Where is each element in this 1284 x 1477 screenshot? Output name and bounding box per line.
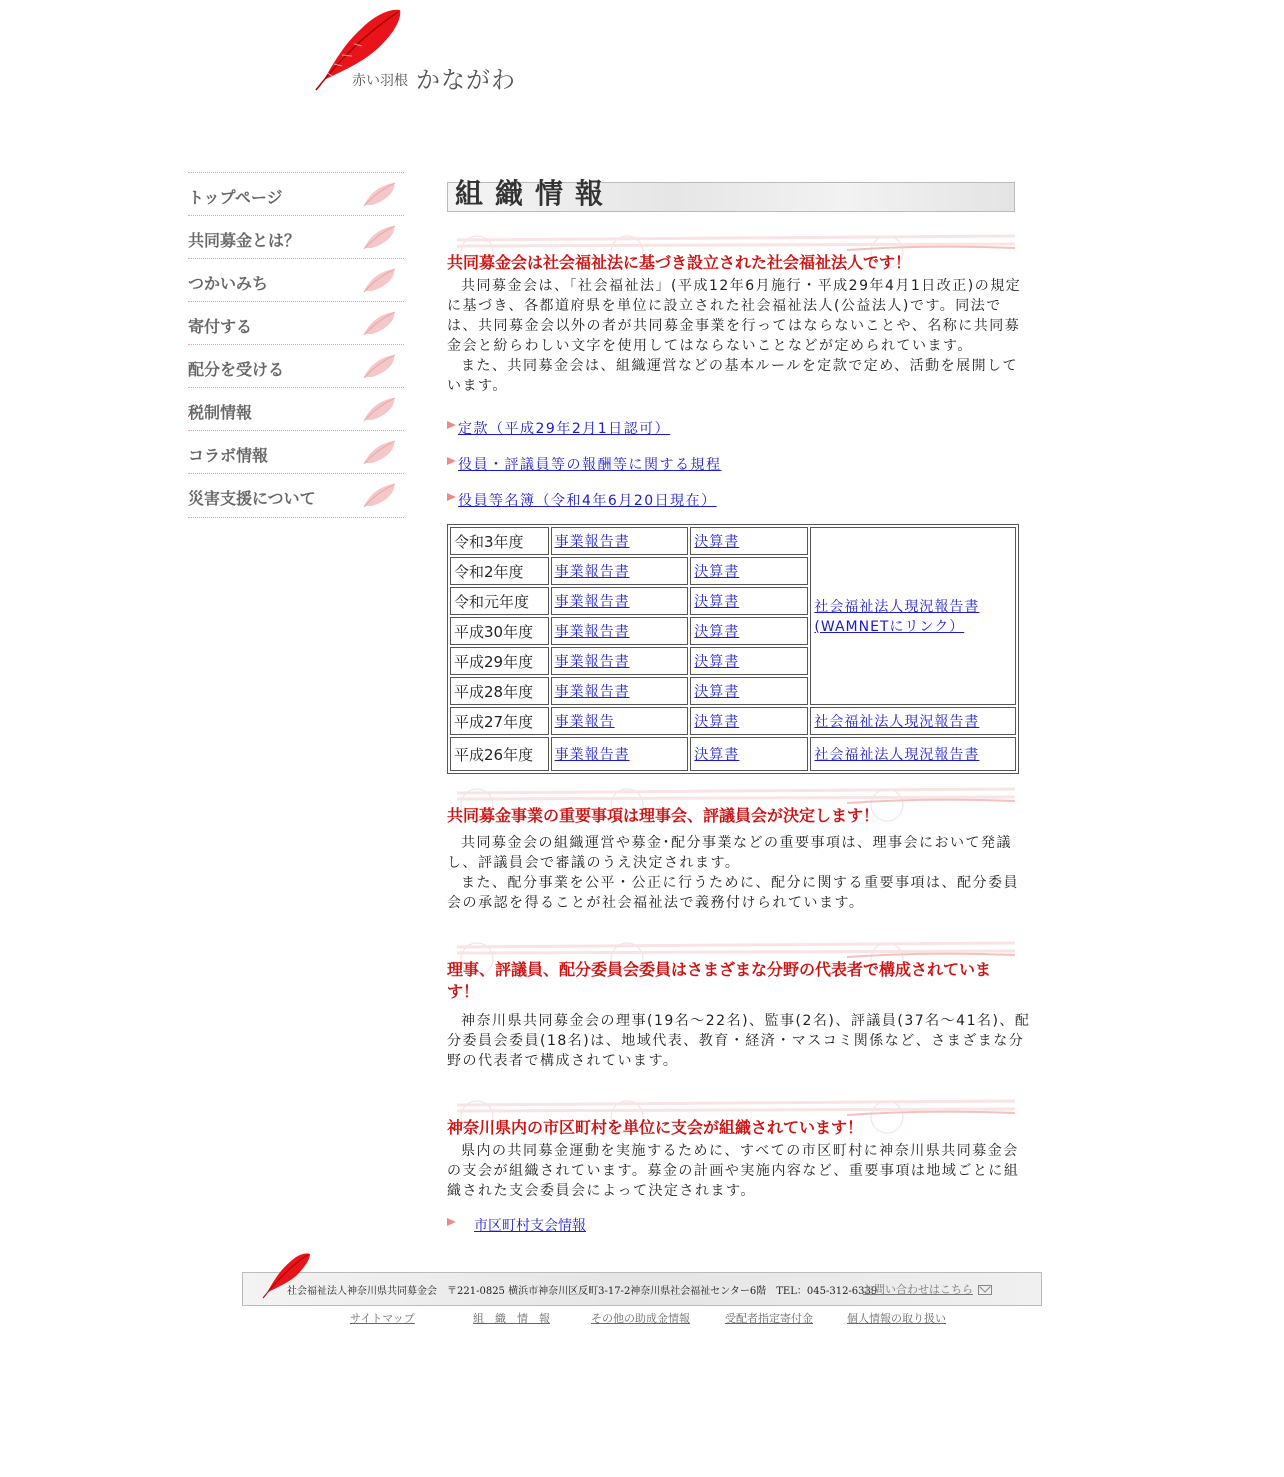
arrow-icon (447, 1218, 456, 1226)
settlement-cell (690, 707, 808, 735)
table-row (450, 527, 1016, 555)
arrow-icon (447, 493, 456, 501)
report-cell (551, 737, 689, 771)
year-cell: 平成30年度 (450, 617, 549, 645)
contact-link[interactable]: お問い合わせはこちら (863, 1283, 973, 1296)
link-item (447, 1215, 1032, 1235)
section-body (447, 1141, 1032, 1201)
feather-icon (362, 351, 398, 381)
sidebar-item-label: 税制情報 (188, 403, 253, 422)
paragraph: 神奈川県共同募金会の理事(19名～22名)、監事(2名)、評議員(37名～41名)、配分委員会委員(18名)は、地域代表、教育・経済・マスコミ関係など、さまざまな分野の代表者で構成されています。 (447, 1013, 1031, 1069)
officers-list-link[interactable]: 役員等名簿（令和4年6月20日現在） (458, 493, 717, 509)
report-cell (551, 587, 689, 615)
paragraph: また、配分事業を公平・公正に行うために、配分に関する重要事項は、配分委員会の承認を得ることが社会福祉法で義務付けられています。 (447, 875, 1019, 911)
report-cell (551, 557, 689, 585)
settlement-cell (690, 737, 808, 771)
year-cell: 平成26年度 (450, 737, 549, 771)
page-title-banner (447, 172, 1015, 212)
feather-icon (362, 308, 398, 338)
report-cell (551, 647, 689, 675)
report-link[interactable]: 事業報告書 (554, 747, 630, 763)
status-cell (810, 527, 1016, 705)
link-text: 社会福祉法人現況報告書 (814, 599, 980, 615)
report-link[interactable]: 事業報告書 (554, 654, 630, 670)
settlement-cell (690, 587, 808, 615)
paragraph: また、共同募金会は、組織運営などの基本ルールを定款で定め、活動を展開しています。 (447, 358, 1019, 394)
feather-icon (362, 480, 398, 510)
settlement-link[interactable]: 決算書 (694, 594, 740, 610)
settlement-cell (690, 557, 808, 585)
section-1 (447, 252, 1015, 274)
report-link[interactable]: 事業報告書 (554, 564, 630, 580)
year-cell: 平成27年度 (450, 707, 549, 735)
report-link[interactable]: 事業報告書 (554, 534, 630, 550)
sidebar-item-label: 災害支援について (188, 489, 316, 508)
settlement-cell (690, 677, 808, 705)
feather-icon (362, 265, 398, 295)
feather-icon (362, 394, 398, 424)
settlement-link[interactable]: 決算書 (694, 564, 740, 580)
sidebar-item-about[interactable] (188, 215, 404, 258)
report-cell (551, 617, 689, 645)
section-2 (447, 805, 1015, 827)
report-cell (551, 527, 689, 555)
settlement-link[interactable]: 決算書 (694, 747, 740, 763)
link-item (447, 454, 1032, 474)
arrow-icon (447, 457, 456, 465)
report-link[interactable]: 事業報告書 (554, 624, 630, 640)
report-link[interactable]: 事業報告 (554, 714, 615, 730)
settlement-cell (690, 527, 808, 555)
year-cell: 令和元年度 (450, 587, 549, 615)
paragraph: 共同募金会の組織運営や募金･配分事業などの重要事項は、理事会において発議し、評議員会で審議のうえ決定されます。 (447, 835, 1012, 871)
settlement-cell (690, 617, 808, 645)
feather-icon (362, 437, 398, 467)
feather-icon (362, 179, 398, 209)
sidebar-item-collab[interactable] (188, 430, 404, 473)
report-link[interactable]: 事業報告書 (554, 684, 630, 700)
other-grants-link[interactable]: その他の助成金情報 (591, 1312, 690, 1325)
year-cell: 令和2年度 (450, 557, 549, 585)
page-title: 組織情報 (455, 177, 616, 210)
paragraph: 県内の共同募金運動を実施するために、すべての市区町村に神奈川県共同募金会の支会が組織されています。募金の計画や実施内容など、重要事項は地域ごとに組織された支会委員会によって決定されます。 (447, 1143, 1020, 1199)
paragraph: 共同募金会は、「社会福祉法」(平成12年6月施行・平成29年4月1日改正)の規定に基づき、各都道府県を単位に設立された社会福祉法人(公益法人)です。同法では、共同募金会以外の者が共同募金事業を行ってはならないことや、名称に共同募金会と紛らわしい文字を使用してはならないことなどが定められています。 (447, 278, 1022, 354)
sidebar-item-donate[interactable] (188, 301, 404, 344)
section-4 (447, 1117, 1015, 1139)
sidebar-item-label: 配分を受ける (188, 360, 285, 379)
section-3 (447, 959, 1015, 1003)
section-heading: 神奈川県内の市区町村を単位に支会が組織されています！ (447, 1118, 864, 1137)
year-cell: 平成28年度 (450, 677, 549, 705)
main-content (447, 172, 1032, 1235)
organization-link[interactable]: 組 織 情 報 (473, 1312, 550, 1325)
report-cell (551, 677, 689, 705)
year-cell: 令和3年度 (450, 527, 549, 555)
footer-org-info: 社会福祉法人神奈川県共同募金会 〒221-0825 横浜市神奈川区反町3-17-2神奈川県社会福祉センター6階 TEL：045-312-6339 (287, 1286, 878, 1297)
sidebar-nav (188, 172, 404, 518)
sidebar-item-disaster[interactable] (188, 473, 404, 518)
articles-link[interactable]: 定款（平成29年2月1日認可） (458, 421, 671, 437)
status-cell (810, 707, 1016, 735)
logo-small-text: 赤い羽根 (352, 73, 408, 89)
feather-icon (362, 222, 398, 252)
sidebar-item-top[interactable] (188, 172, 404, 215)
sidebar-item-label: 寄付する (188, 317, 253, 336)
remuneration-rules-link[interactable]: 役員・評議員等の報酬等に関する規程 (458, 457, 722, 473)
status-report-link[interactable]: 社会福祉法人現況報告書 (814, 747, 980, 763)
designated-donation-link[interactable]: 受配者指定寄付金 (725, 1312, 813, 1325)
document-links (447, 418, 1032, 510)
sidebar-item-distribution[interactable] (188, 344, 404, 387)
link-item (447, 490, 1032, 510)
settlement-link[interactable]: 決算書 (694, 624, 740, 640)
sidebar-item-label: コラボ情報 (188, 446, 269, 465)
mail-icon[interactable] (978, 1285, 992, 1295)
report-cell (551, 707, 689, 735)
wamnet-status-link[interactable] (814, 599, 979, 635)
sitemap-link[interactable]: サイトマップ (350, 1312, 415, 1325)
sidebar-item-label: 共同募金とは？ (188, 231, 301, 250)
branch-info-link[interactable]: 市区町村支会情報 (474, 1218, 586, 1234)
logo-big-text: かながわ (416, 66, 516, 94)
sidebar-item-usage[interactable] (188, 258, 404, 301)
table-row (450, 737, 1016, 771)
link-item (447, 418, 1032, 438)
status-report-link[interactable]: 社会福祉法人現況報告書 (814, 714, 980, 730)
settlement-link[interactable]: 決算書 (694, 684, 740, 700)
sidebar-item-tax[interactable] (188, 387, 404, 430)
settlement-link[interactable]: 決算書 (694, 654, 740, 670)
status-cell (810, 737, 1016, 771)
year-cell: 平成29年度 (450, 647, 549, 675)
section-heading: 共同募金会は社会福祉法に基づき設立された社会福祉法人です！ (447, 253, 912, 272)
section-body (447, 833, 1032, 913)
table-row (450, 707, 1016, 735)
section-heading: 共同募金事業の重要事項は理事会、評議員会が決定します！ (447, 806, 880, 825)
report-link[interactable]: 事業報告書 (554, 594, 630, 610)
site-logo[interactable] (312, 6, 532, 94)
sidebar-item-label: トップページ (188, 188, 283, 207)
section-body (447, 276, 1032, 396)
settlement-link[interactable]: 決算書 (694, 534, 740, 550)
privacy-link[interactable]: 個人情報の取り扱い (847, 1312, 946, 1325)
link-text: (WAMNETにリンク） (814, 619, 965, 635)
sidebar-item-label: つかいみち (188, 274, 269, 293)
section-body (447, 1011, 1032, 1071)
settlement-cell (690, 647, 808, 675)
settlement-link[interactable]: 決算書 (694, 714, 740, 730)
reports-table (447, 524, 1019, 774)
section-heading: 理事、評議員、配分委員会委員はさまざまな分野の代表者で構成されています！ (447, 960, 992, 1001)
arrow-icon (447, 421, 456, 429)
